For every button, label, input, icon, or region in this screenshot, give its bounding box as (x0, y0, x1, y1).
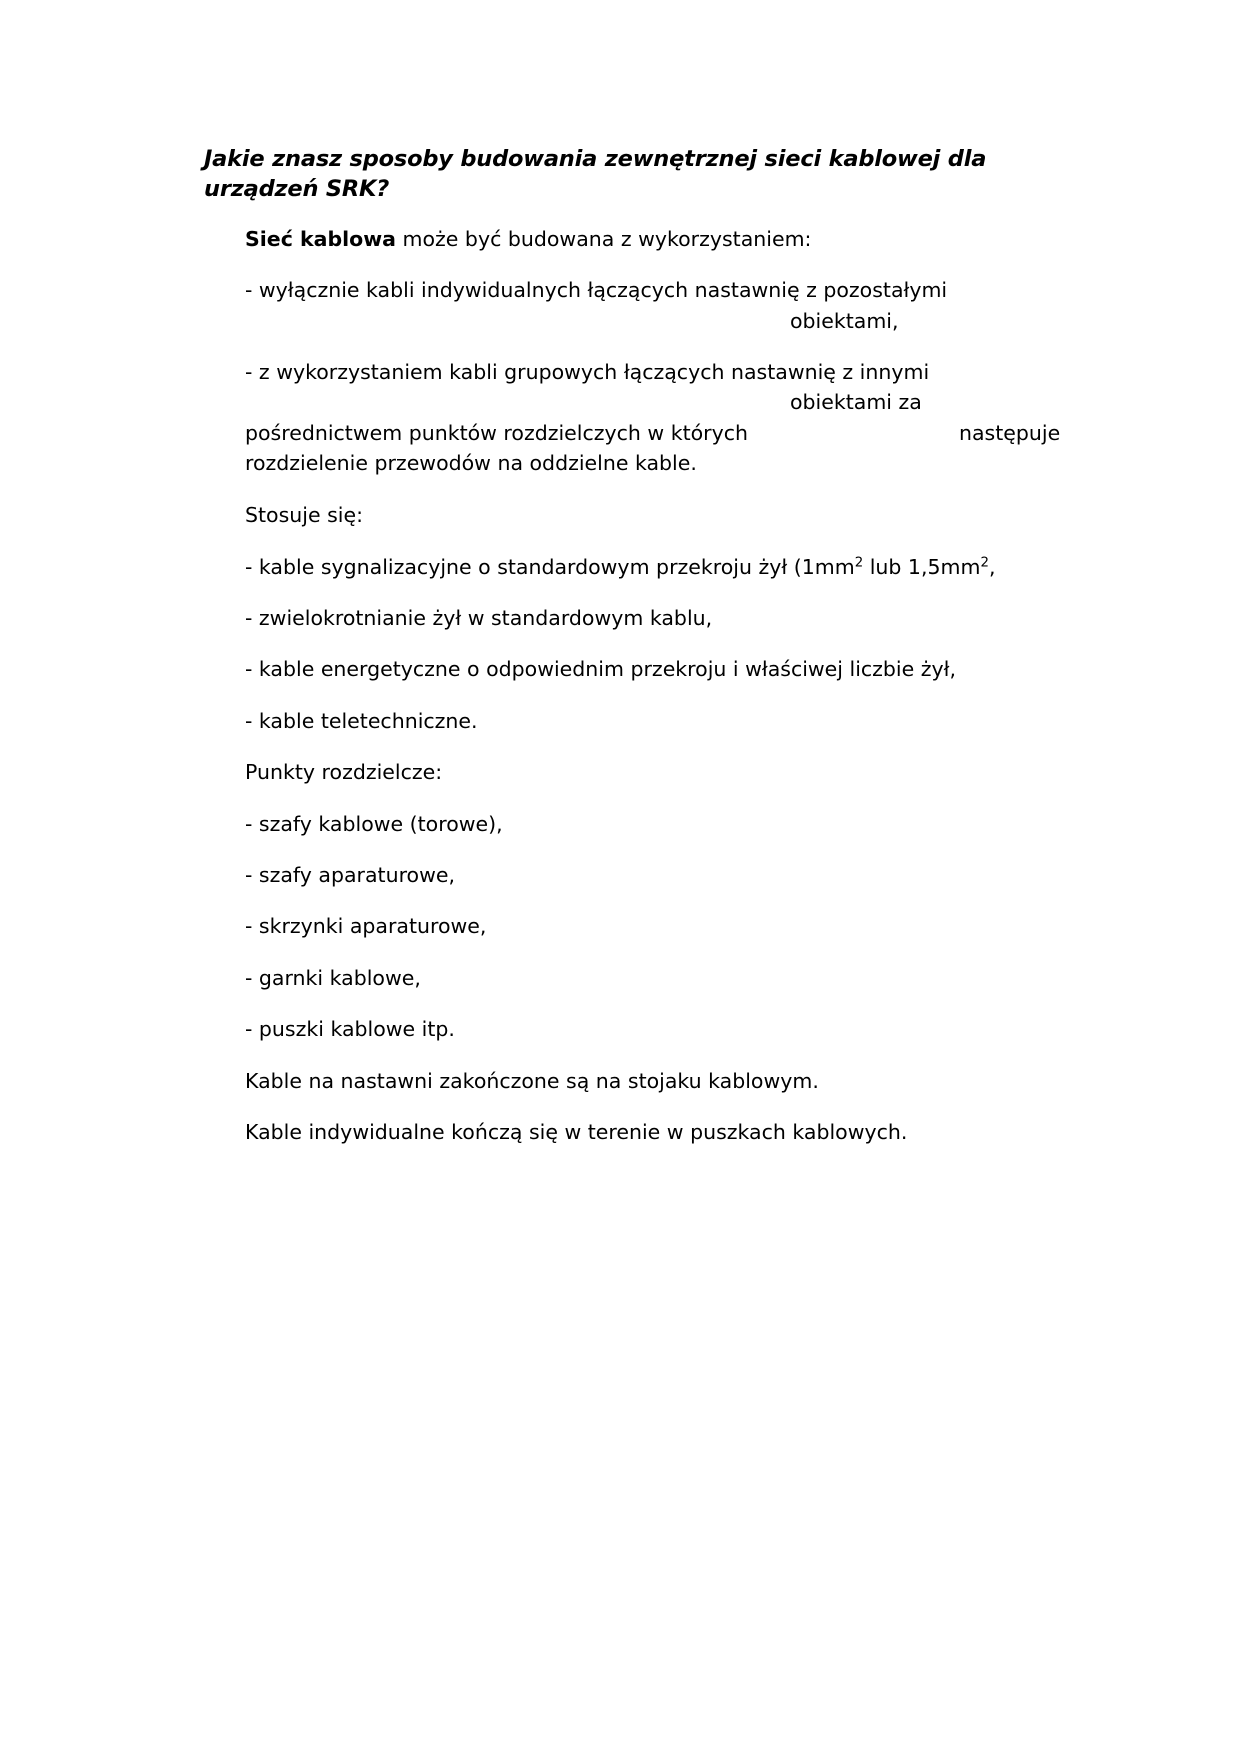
superscript: 2 (854, 555, 864, 571)
title-line-2: urządzeń SRK? (204, 176, 390, 202)
method-2-line-3b: następuje (959, 421, 1061, 445)
points-item-2: - szafy aparaturowe, (245, 863, 455, 887)
title-line-1: Jakie znasz sposoby budowania zewnętrznej sieci kablowej dla (204, 146, 987, 172)
used-item-3: - kable energetyczne o odpowiednim przekroju i właściwej liczbie żył, (245, 657, 956, 681)
question-title (204, 144, 1104, 204)
method-2-line-4: rozdzielenie przewodów na oddzielne kable. (245, 451, 697, 475)
method-2-line-2: obiektami za (790, 390, 922, 414)
method-1-line-2: obiektami, (790, 309, 899, 333)
points-item-3: - skrzynki aparaturowe, (245, 914, 487, 938)
method-2-line-3 (245, 420, 748, 446)
method-2-line-3a: pośrednictwem punktów rozdzielczych w których (245, 421, 748, 445)
points-item-5: - puszki kablowe itp. (245, 1017, 455, 1041)
used-item-1-text-c: , (988, 555, 996, 579)
used-item-4: - kable teletechniczne. (245, 709, 478, 733)
points-item-4: - garnki kablowe, (245, 966, 421, 990)
intro-bold-term: Sieć kablowa (245, 227, 397, 251)
intro-text: może być budowana z wykorzystaniem: (396, 227, 812, 251)
used-item-1-text-b: lub 1,5mm (863, 555, 981, 579)
intro-paragraph (245, 226, 811, 252)
closing-paragraph-1: Kable na nastawni zakończone są na stojaku kablowym. (245, 1069, 819, 1093)
used-item-1 (245, 554, 995, 580)
used-heading: Stosuje się: (245, 503, 363, 527)
method-1-line-1: - wyłącznie kabli indywidualnych łączących nastawnię z pozostałymi (245, 278, 948, 302)
method-2-line-1: - z wykorzystaniem kabli grupowych łączących nastawnię z innymi (245, 360, 930, 384)
points-item-1: - szafy kablowe (torowe), (245, 812, 503, 836)
used-item-2: - zwielokrotnianie żył w standardowym kablu, (245, 606, 713, 630)
closing-paragraph-2: Kable indywidualne kończą się w terenie w puszkach kablowych. (245, 1120, 908, 1144)
points-heading: Punkty rozdzielcze: (245, 760, 443, 784)
superscript: 2 (980, 555, 989, 571)
used-item-1-text-a: - kable sygnalizacyjne o standardowym przekroju żył (1mm (245, 555, 855, 579)
